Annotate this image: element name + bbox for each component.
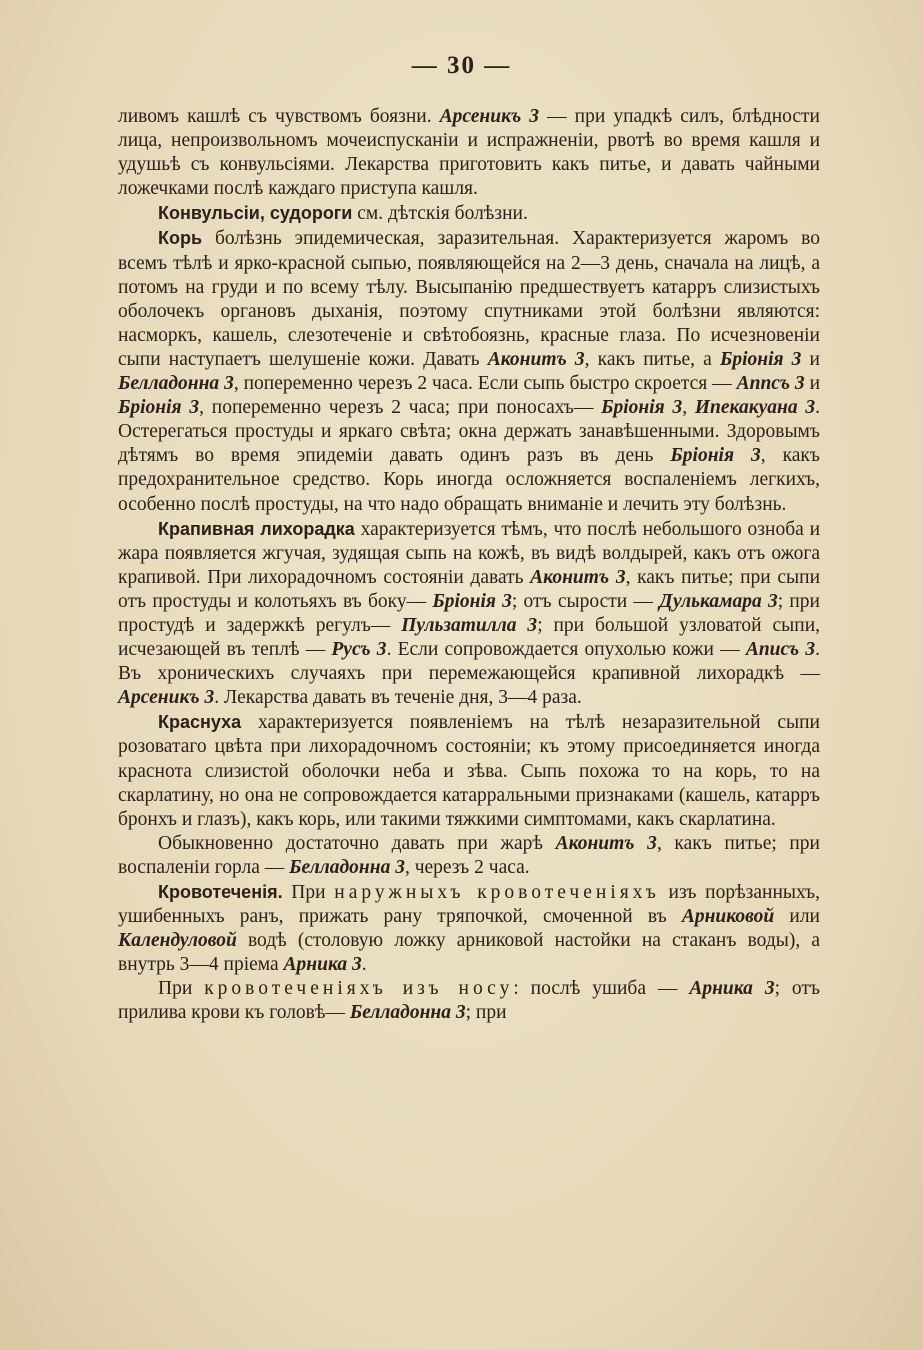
text-run: болѣзнь эпидемическая, заразительная. Характеризуется жаромъ во всемъ тѣлѣ и ярко-красной сыпью, появляющейся на 2—3 день, сначала на лицѣ, а потомъ на груди и по всему тѣлу. Высыпанію предшествуетъ катарръ слизистыхъ оболочекъ органовъ дыханія, поэтому спутниками этой болѣзни являются: насморкъ, кашель, слезотеченіе и свѣтобоязнь, красные глаза. По исчезновеніи сыпи наступаетъ шелушеніе кожи. Давать xyxy=(118,228,820,370)
remedy-name: Бріонія 3 xyxy=(118,397,200,419)
remedy-name: Annсъ 3 xyxy=(736,373,805,395)
paragraph xyxy=(118,880,820,977)
text-run: ; отъ сырости — xyxy=(511,590,660,612)
remedy-name: Белладонна 3 xyxy=(349,1002,466,1024)
page-number: — 30 — xyxy=(411,52,512,79)
text-run: , какъ питье; при воспаленіи горла — xyxy=(118,832,820,878)
text-run: , черезъ 2 часа. xyxy=(404,856,530,878)
text-run: При xyxy=(282,882,335,903)
text-run: . xyxy=(361,954,367,976)
text-run: водѣ (столовую ложку арниковой настойки на стаканъ воды), а внутрь 3—4 пріема xyxy=(118,930,820,976)
remedy-name: Бріонія 3 xyxy=(670,445,761,467)
text-run: . Если сопровождается опухолью кожи — xyxy=(386,639,746,661)
text-run: и xyxy=(801,348,820,370)
text-run: или xyxy=(774,906,820,928)
emphasized-phrase: наружныхъ кровотеченіяхъ xyxy=(334,882,660,903)
text-run: изъ порѣзанныхъ, ушибенныхъ ранъ, прижать рану тряпочкой, смоченной въ xyxy=(118,882,820,928)
paragraph xyxy=(118,201,820,226)
paragraph xyxy=(118,832,820,880)
remedy-name: Арниковой xyxy=(681,906,775,928)
text-run: , попеременно черезъ 2 часа. Если сыпь быстро скроется — xyxy=(233,373,737,395)
text-run: При xyxy=(158,978,205,1000)
text-run: : послѣ ушиба — xyxy=(513,978,690,1000)
entry-term: Крапивная лихорадка xyxy=(158,518,355,539)
page-body-text xyxy=(118,105,820,1026)
remedy-name: Белладонна 3 xyxy=(118,373,234,395)
remedy-name: Бріонія 3 xyxy=(601,397,683,419)
paragraph xyxy=(118,105,820,201)
remedy-name: Аконитъ 3 xyxy=(487,348,585,370)
paragraph xyxy=(118,977,820,1025)
paragraph xyxy=(118,226,820,516)
text-run: характеризуется появленіемъ на тѣлѣ незаразительной сыпи розоватаго цвѣта при лихорадочномъ состояніи; къ этому присоединяется иногда краснота слизистой оболочки неба и зѣва. Сыпь похожа то на корь, то на скарлатину, но она не сопровождается катарральными признаками (кашель, катарръ бронхъ и глазъ), какъ корь, или такими тяжкими симптомами, какъ скарлатина. xyxy=(118,712,820,830)
text-run: ливомъ кашлѣ съ чувствомъ боязни. xyxy=(118,106,440,127)
text-run: , какъ предохранительное средство. Корь иногда осложняется воспаленіемъ легкихъ, особенно послѣ простуды, на что надо обращать вниманіе и лечить эту болѣзнь. xyxy=(118,445,820,515)
entry-term: Кровотеченія. xyxy=(158,882,283,902)
remedy-name: Белладонна 3 xyxy=(289,856,405,878)
remedy-name: Пульзатилла 3 xyxy=(401,614,538,636)
remedy-name: Аконитъ 3 xyxy=(530,566,626,588)
text-run: ; при большой узловатой сыпи, исчезающей въ теплѣ — xyxy=(118,614,821,661)
remedy-name: Аписъ 3 xyxy=(745,639,816,661)
remedy-name: Бріонія 3 xyxy=(432,590,512,612)
remedy-name: Дулькамара 3 xyxy=(659,590,778,612)
remedy-name: Русъ 3 xyxy=(331,639,387,661)
emphasized-phrase: кровотеченіяхъ изъ носу xyxy=(204,978,514,1000)
text-run: ; при простудѣ и задержкѣ регулъ— xyxy=(118,590,820,636)
text-run: . Въ хроническихъ случаяхъ при перемежающейся крапивной лихорадкѣ — xyxy=(118,639,820,685)
remedy-name: Арсеникъ 3 xyxy=(439,106,540,127)
text-run: . Лекарства давать въ теченіе дня, 3—4 раза. xyxy=(214,687,582,709)
text-run: см. дѣтскія болѣзни. xyxy=(352,203,528,225)
text-run: , попеременно черезъ 2 часа; при поносахъ— xyxy=(199,397,602,419)
text-run: ; при xyxy=(465,1002,507,1024)
remedy-name: Арника 3 xyxy=(689,978,775,1000)
entry-term: Конвульсіи, судороги xyxy=(158,203,353,224)
text-run: , какъ питье; при сыпи отъ простуды и колотьяхъ въ боку— xyxy=(118,566,821,612)
paragraph xyxy=(118,710,820,831)
text-run: характеризуется тѣмъ, что послѣ небольшого озноба и жара появляется жгучая, зудящая сыпь на кожѣ, въ видѣ волдырей, какъ отъ ожога крапивой. При лихорадочномъ состояніи давать xyxy=(118,518,821,588)
remedy-name: Бріонія 3 xyxy=(719,348,802,370)
remedy-name: Ипекакуана 3 xyxy=(694,397,816,419)
remedy-name: Арника 3 xyxy=(283,954,362,976)
text-run: . Остерегаться простуды и яркаго свѣта; окна держать занавѣшенными. Здоровымъ дѣтямъ во время эпидеміи давать одинъ разъ въ день xyxy=(118,397,820,467)
text-run: , какъ питье, а xyxy=(584,348,720,370)
entry-term: Краснуха xyxy=(158,712,242,733)
entry-term: Корь xyxy=(158,228,203,249)
remedy-name: Аконитъ 3 xyxy=(555,832,657,854)
text-run: Обыкновенно достаточно давать при жарѣ xyxy=(158,832,556,854)
paragraph xyxy=(118,517,820,711)
text-run: ; отъ прилива крови къ головѣ— xyxy=(118,978,821,1024)
remedy-name: Арсеникъ 3 xyxy=(118,687,215,709)
text-run: и xyxy=(804,373,820,395)
remedy-name: Календуловой xyxy=(118,930,237,952)
text-run: , xyxy=(682,397,695,419)
text-run: — при упадкѣ силъ, блѣдности лица, непроизвольномъ мочеиспусканіи и испражненіи, рвотѣ во время кашля и удушьѣ съ конвульсіями. Лекарства приготовить какъ питье, и давать чайными ложечками послѣ каждаго приступа кашля. xyxy=(118,106,820,200)
